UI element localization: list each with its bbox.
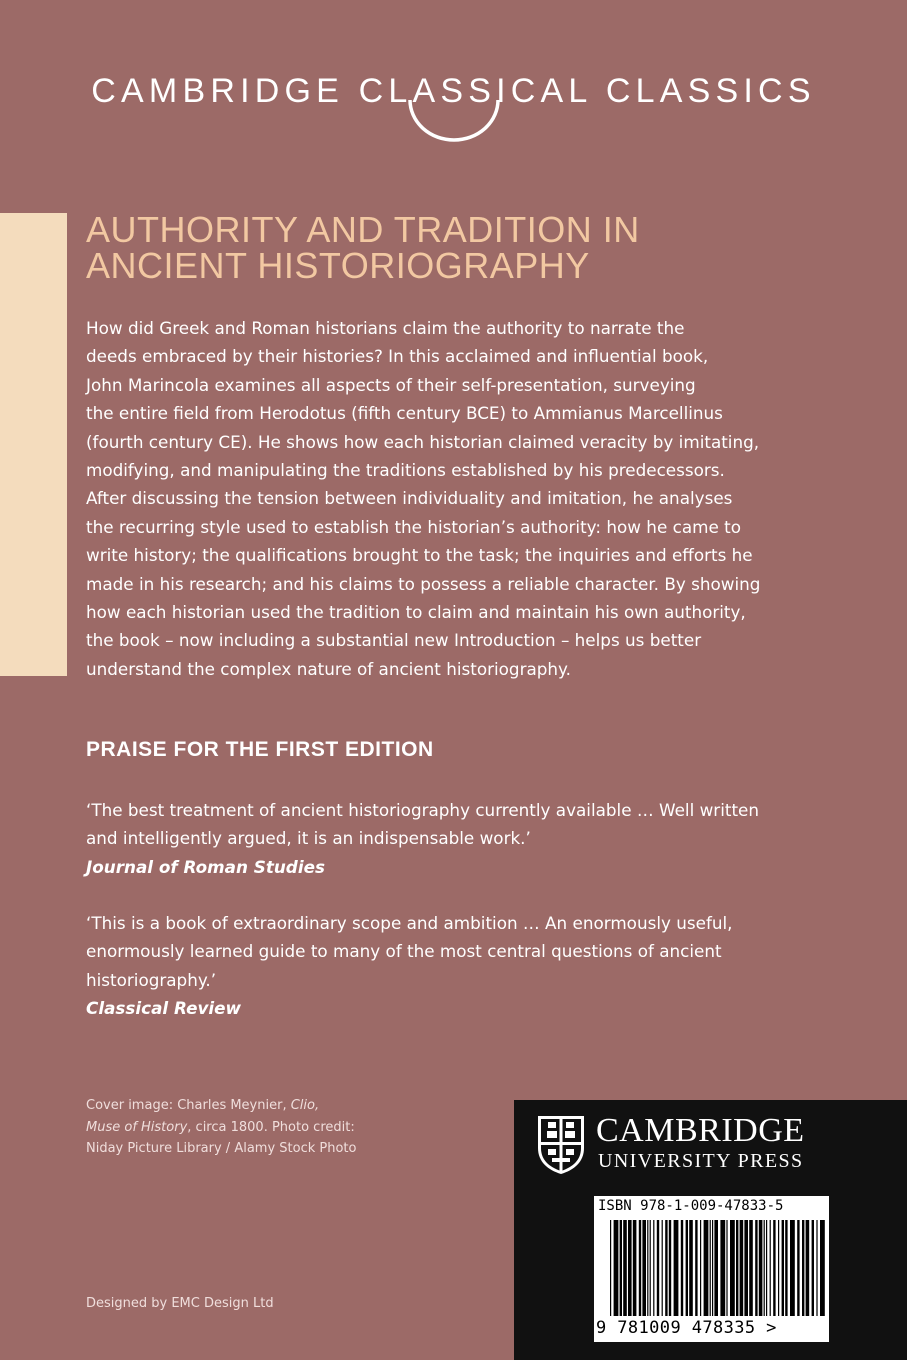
credit-text: , circa 1800. Photo credit:	[187, 1119, 355, 1135]
credit-line: Niday Picture Library / Alamy Stock Photo	[86, 1141, 357, 1156]
barcode-bar	[755, 1220, 757, 1316]
barcode-bar	[647, 1220, 648, 1316]
book-title	[86, 209, 866, 286]
series-arc-ornament	[404, 96, 504, 142]
publisher-panel	[514, 1100, 907, 1360]
credit-line	[86, 1117, 356, 1139]
description-line: how each historian used the tradition to claim and maintain his own authority,	[86, 602, 746, 623]
book-title-line: AUTHORITY AND TRADITION IN	[86, 209, 640, 250]
barcode-bar	[736, 1220, 738, 1316]
barcode-bar	[797, 1220, 799, 1316]
barcode-bar	[712, 1220, 713, 1316]
barcode-bar	[704, 1220, 709, 1316]
barcode-bar	[744, 1220, 748, 1316]
barcode-bar	[700, 1220, 701, 1316]
review-quote	[86, 909, 846, 1023]
barcode-bar	[614, 1220, 619, 1316]
quote-line: historiography.’	[86, 969, 217, 990]
barcode-bar	[770, 1220, 771, 1316]
cover-image-credit	[86, 1095, 356, 1160]
barcode-bar	[782, 1220, 784, 1316]
barcode-bar	[759, 1220, 763, 1316]
quote-line: and intelligently argued, it is an indispensable work.’	[86, 828, 531, 849]
barcode-bar	[686, 1220, 688, 1316]
barcode-bar	[681, 1220, 683, 1316]
artwork-title: Clio,	[290, 1098, 320, 1113]
barcode-bar	[806, 1220, 810, 1316]
barcode-bar	[628, 1220, 632, 1316]
barcode-bar	[653, 1220, 654, 1316]
description-line: deeds embraced by their histories? In this acclaimed and influential book,	[86, 346, 709, 367]
barcode-bar	[714, 1220, 718, 1316]
description-line: the entire field from Herodotus (fifth century BCE) to Ammianus Marcellinus	[86, 403, 723, 424]
barcode-bar	[820, 1220, 825, 1316]
barcode-bar	[633, 1220, 637, 1316]
barcode-bar	[689, 1220, 693, 1316]
series-title: CAMBRIDGE CLASSICAL CLASSICS	[91, 72, 816, 110]
description-line: made in his research; and his claims to possess a reliable character. By showing	[86, 573, 761, 594]
barcode-bars	[596, 1220, 827, 1318]
accent-side-bar	[0, 213, 67, 676]
barcode-bar	[657, 1220, 659, 1316]
credit-line	[86, 1095, 356, 1117]
barcode-bar	[710, 1220, 711, 1316]
description-line: After discussing the tension between individuality and imitation, he analyses	[86, 488, 733, 509]
quote-line: ‘This is a book of extraordinary scope and ambition … An enormously useful,	[86, 913, 733, 933]
barcode-bar	[620, 1220, 622, 1316]
barcode-bar	[674, 1220, 679, 1316]
barcode-bar	[740, 1220, 744, 1316]
barcode-bar	[766, 1220, 767, 1316]
artwork-title: Muse of History	[86, 1119, 188, 1135]
barcode-bar	[785, 1220, 787, 1316]
description-line: How did Greek and Roman historians claim the authority to narrate the	[86, 318, 685, 338]
barcode-bar	[730, 1220, 735, 1316]
designer-credit: Designed by EMC Design Ltd	[86, 1296, 274, 1311]
barcode-bar	[650, 1220, 651, 1316]
barcode-digits: 9 781009 478335 >	[596, 1318, 777, 1338]
barcode-bar	[642, 1220, 646, 1316]
description-line: the recurring style used to establish the historian’s authority: how he came to	[86, 516, 741, 537]
barcode-bar	[778, 1220, 779, 1316]
barcode-bar	[773, 1220, 775, 1316]
barcode-bar	[726, 1220, 727, 1316]
barcode-bar	[816, 1220, 817, 1316]
review-quote	[86, 796, 846, 881]
book-description	[86, 314, 846, 683]
description-line: the book – now including a substantial new Introduction – helps us better	[86, 630, 702, 651]
description-line: understand the complex nature of ancient historiography.	[86, 658, 571, 679]
publisher-name: CAMBRIDGE	[596, 1112, 805, 1149]
quote-source: Journal of Roman Studies	[86, 856, 325, 877]
credit-text: Cover image: Charles Meynier,	[86, 1098, 291, 1113]
description-line: modifying, and manipulating the traditions established by his predecessors.	[86, 460, 725, 481]
barcode-bar	[695, 1220, 697, 1316]
barcode-bar	[720, 1220, 725, 1316]
barcode-bar	[662, 1220, 663, 1316]
barcode-bar	[623, 1220, 627, 1316]
quote-source: Classical Review	[86, 998, 242, 1019]
description-line: write history; the qualifications brought to the task; the inquiries and efforts he	[86, 545, 753, 566]
barcode-bar	[802, 1220, 804, 1316]
isbn-label: ISBN 978-1-009-47833-5	[598, 1198, 784, 1214]
barcode-bar	[669, 1220, 671, 1316]
barcode-bar	[812, 1220, 814, 1316]
quote-line: enormously learned guide to many of the most central questions of ancient	[86, 941, 722, 962]
book-title-line: ANCIENT HISTORIOGRAPHY	[86, 245, 590, 286]
barcode-bar	[764, 1220, 765, 1316]
description-line: (fourth century CE). He shows how each historian claimed veracity by imitating,	[86, 431, 760, 452]
barcode-box	[594, 1196, 829, 1342]
praise-heading: PRAISE FOR THE FIRST EDITION	[86, 738, 434, 761]
barcode-bar	[790, 1220, 795, 1316]
barcode-bar	[610, 1220, 611, 1316]
publisher-subname: UNIVERSITY PRESS	[598, 1150, 804, 1172]
quote-line: ‘The best treatment of ancient historiography currently available … Well written	[86, 800, 759, 820]
barcode-bar	[665, 1220, 667, 1316]
barcode-bar	[749, 1220, 753, 1316]
university-crest-icon	[536, 1114, 586, 1176]
description-line: John Marincola examines all aspects of their self-presentation, surveying	[86, 374, 696, 395]
barcode-bar	[639, 1220, 641, 1316]
